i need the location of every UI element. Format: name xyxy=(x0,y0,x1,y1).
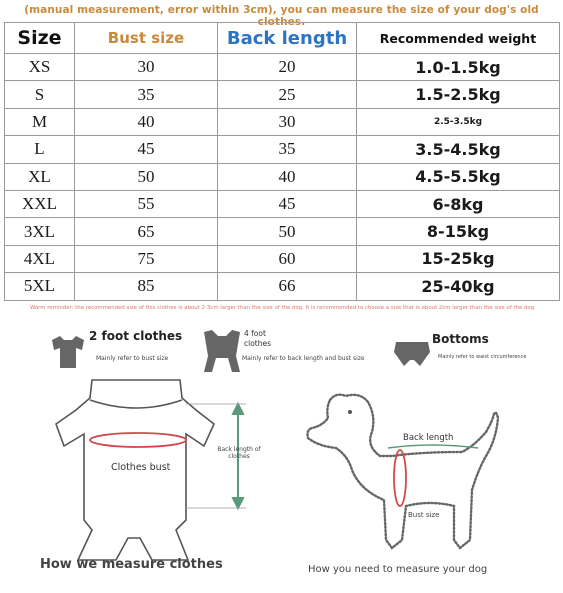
weight-cell: 2.5-3.5kg xyxy=(357,108,560,135)
size-cell: S xyxy=(5,81,75,108)
measure-clothes-caption: How we measure clothes xyxy=(40,557,223,572)
header-back-length: Back length xyxy=(218,23,357,54)
back-length-cell: 60 xyxy=(218,245,357,272)
weight-cell: 1.5-2.5kg xyxy=(357,81,560,108)
weight-cell: 8-15kg xyxy=(357,218,560,245)
clothes-bust-label: Clothes bust xyxy=(111,462,171,473)
four-foot-clothes-note: Mainly refer to back length and bust size xyxy=(242,355,365,362)
dog-eye xyxy=(348,410,352,414)
size-cell: L xyxy=(5,136,75,163)
bottoms-title: Bottoms xyxy=(432,332,489,346)
header-size: Size xyxy=(5,23,75,54)
dog-back-length-line xyxy=(388,445,478,448)
bottoms-icon xyxy=(394,342,430,366)
dog-bust-size-label: Bust size xyxy=(408,511,440,519)
size-cell: 4XL xyxy=(5,245,75,272)
back-length-cell: 30 xyxy=(218,108,357,135)
back-length-cell: 40 xyxy=(218,163,357,190)
weight-cell: 3.5-4.5kg xyxy=(357,136,560,163)
bust-cell: 85 xyxy=(75,273,218,300)
back-length-cell: 66 xyxy=(218,273,357,300)
two-foot-clothes-note: Mainly refer to bust size xyxy=(96,355,169,362)
dog-diagram xyxy=(308,395,499,548)
bust-cell: 55 xyxy=(75,190,218,217)
four-foot-clothes-title: 4 foot clothes xyxy=(244,329,272,348)
weight-cell: 4.5-5.5kg xyxy=(357,163,560,190)
two-foot-clothes-title: 2 foot clothes xyxy=(89,329,183,343)
dog-bust-line xyxy=(394,450,406,506)
bust-cell: 30 xyxy=(75,54,218,81)
measure-dog-caption: How you need to measure your dog xyxy=(308,564,488,575)
size-cell: XL xyxy=(5,163,75,190)
back-length-of-clothes-label: Back length of clothes xyxy=(217,446,261,460)
bust-cell: 40 xyxy=(75,108,218,135)
weight-cell: 15-25kg xyxy=(357,245,560,272)
size-cell: 5XL xyxy=(5,273,75,300)
back-length-cell: 50 xyxy=(218,218,357,245)
warm-reminder: Warm reminder: the recommended size of this clothes is about 2-3cm larger than the size of the dog. It is recommended to choose a size that is about 2cm larger than the size of the dog xyxy=(29,305,535,311)
size-cell: M xyxy=(5,108,75,135)
bust-cell: 35 xyxy=(75,81,218,108)
size-cell: XS xyxy=(5,54,75,81)
back-length-cell: 25 xyxy=(218,81,357,108)
header-bust-size: Bust size xyxy=(75,23,218,54)
back-length-cell: 45 xyxy=(218,190,357,217)
bust-cell: 45 xyxy=(75,136,218,163)
weight-cell: 1.0-1.5kg xyxy=(357,54,560,81)
measurement-note: (manual measurement, error within 3cm), you can measure the size of your dog's old clothes. xyxy=(24,4,539,28)
back-length-cell: 20 xyxy=(218,54,357,81)
weight-cell: 6-8kg xyxy=(357,190,560,217)
bust-cell: 50 xyxy=(75,163,218,190)
clothes-bust-line xyxy=(90,433,186,447)
bust-cell: 75 xyxy=(75,245,218,272)
two-foot-clothes-icon xyxy=(52,336,84,368)
size-cell: XXL xyxy=(5,190,75,217)
bust-cell: 65 xyxy=(75,218,218,245)
four-foot-clothes-icon xyxy=(204,330,240,372)
bottoms-note: Mainly refer to waist circumference xyxy=(438,354,527,360)
size-cell: 3XL xyxy=(5,218,75,245)
back-length-cell: 35 xyxy=(218,136,357,163)
weight-cell: 25-40kg xyxy=(357,273,560,300)
dog-back-length-label: Back length xyxy=(403,433,454,443)
header-recommended-weight: Recommended weight xyxy=(357,23,560,54)
